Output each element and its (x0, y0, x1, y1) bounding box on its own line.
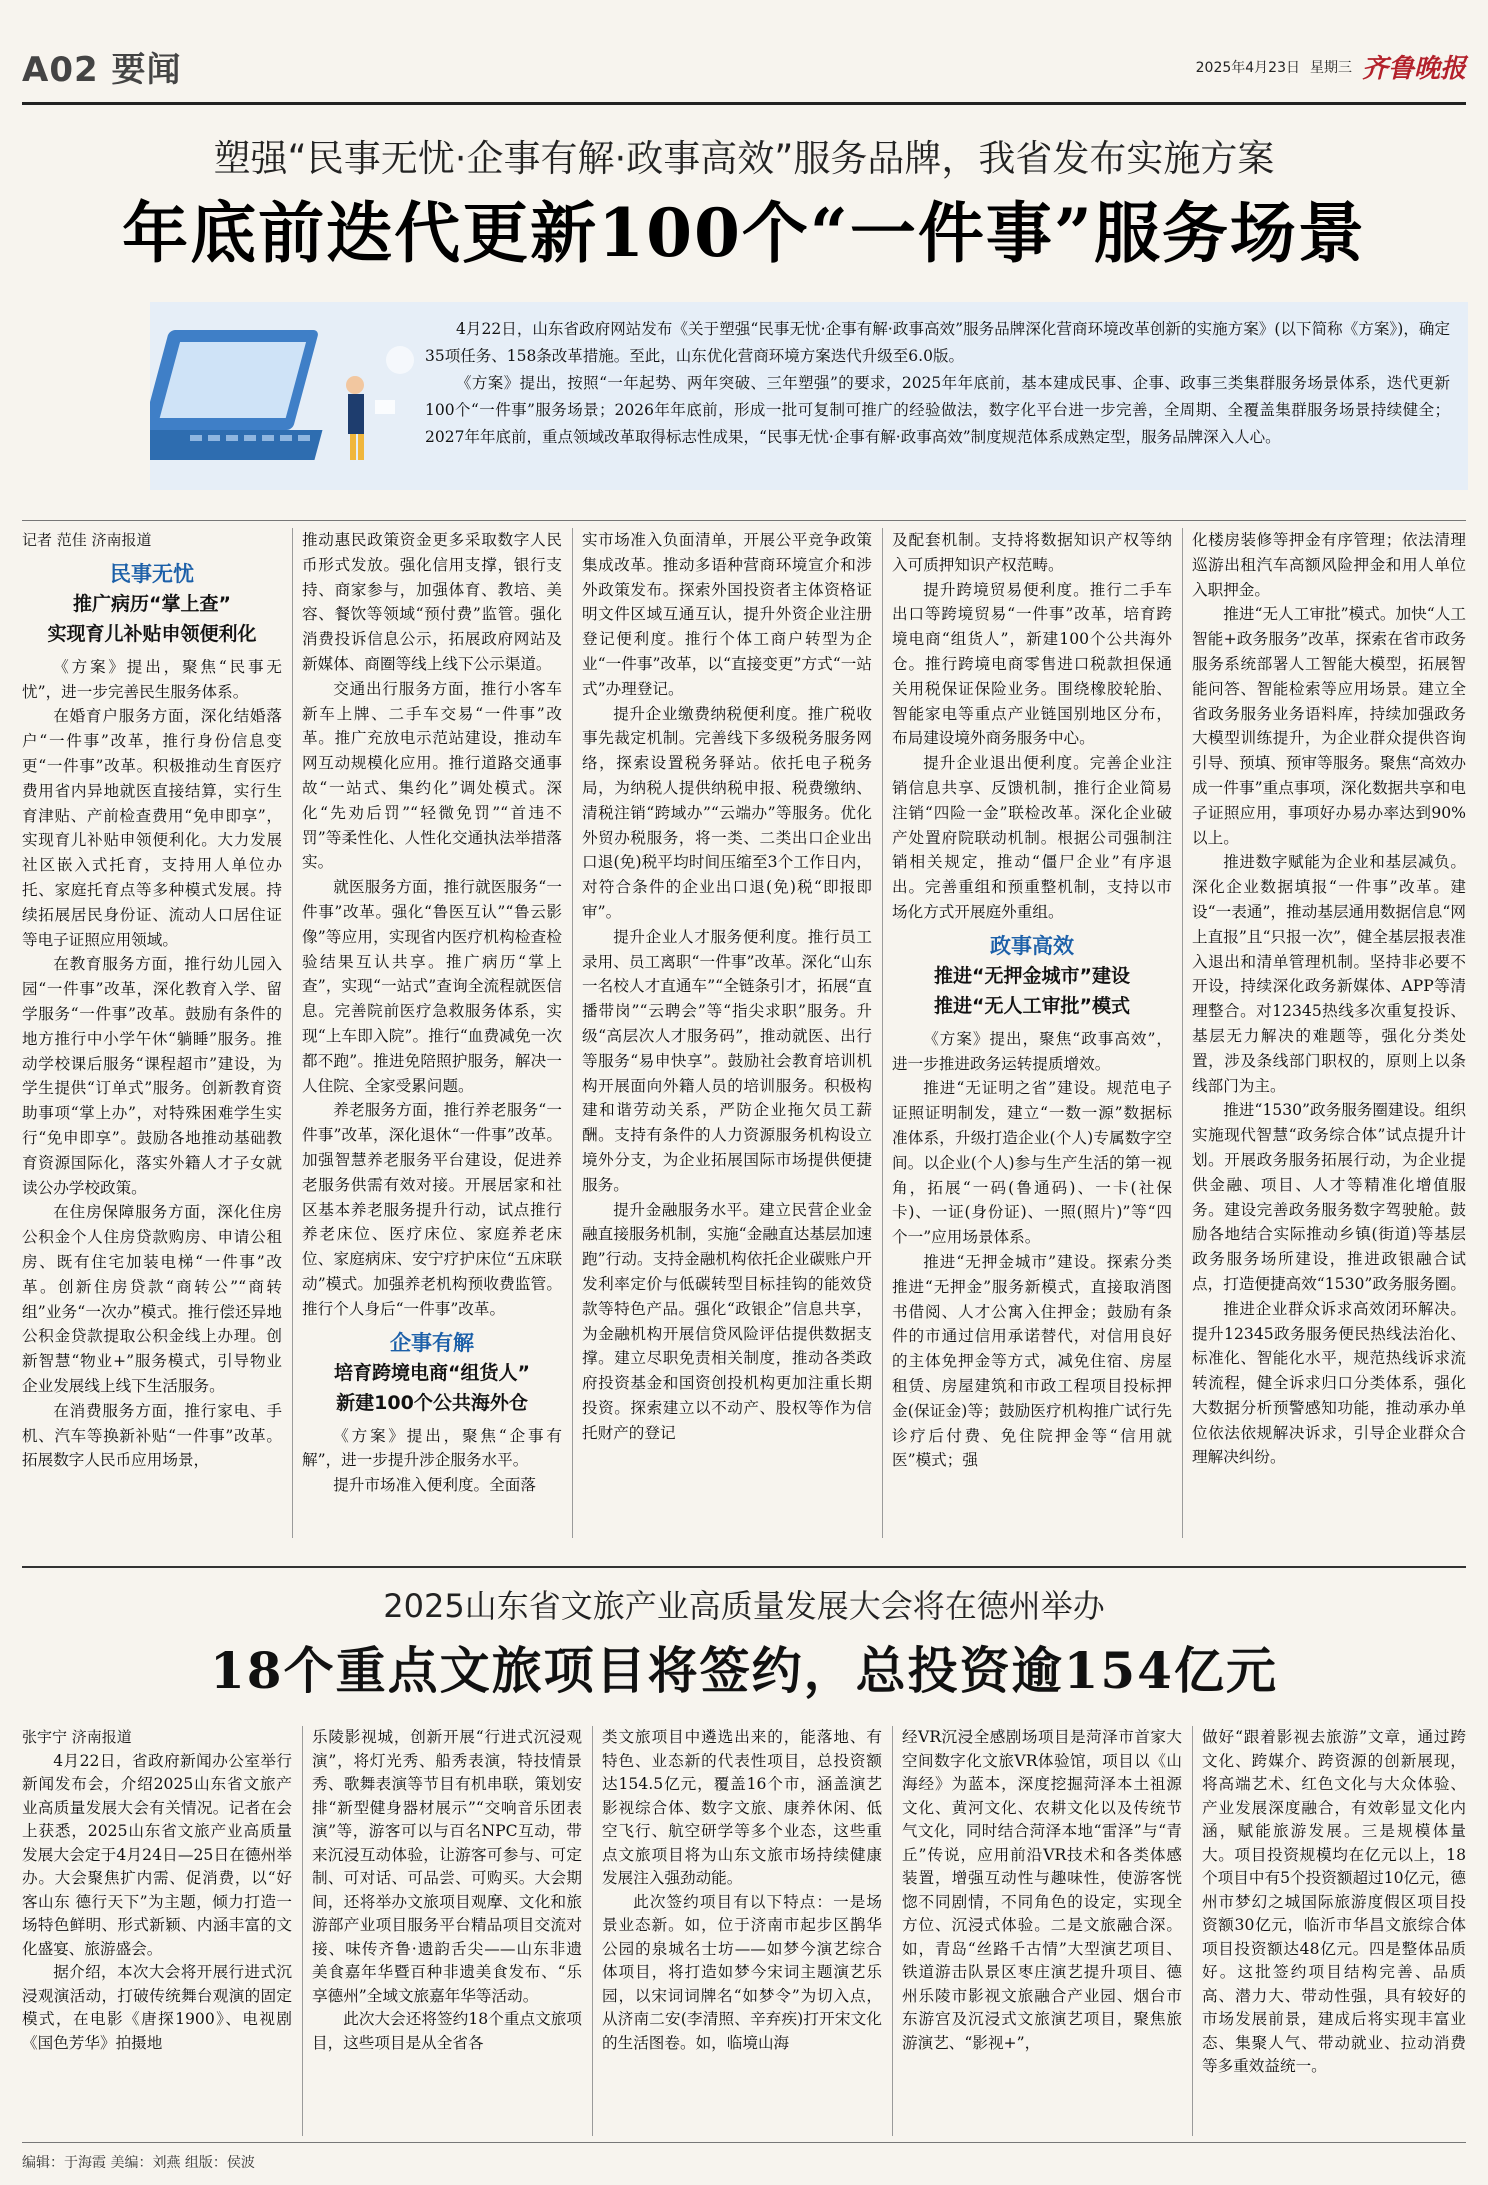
paragraph: 就医服务方面，推行就医服务“一件事”改革。强化“鲁医互认”“鲁云影像”等应用，实现省内医疗机构检查检验结果互认共享。推广病历“掌上查”，实现“一站式”查询全流程就医信息。完善院前医疗急救服务体系，实现“上车即入院”。推行“血费减免一次都不跑”。推进免陪照护服务，解决一人住院、全家受累问题。 (302, 878, 562, 1095)
section-kicker: 企事有解 (390, 1330, 474, 1355)
paragraph: 《方案》提出，聚焦“政事高效”，进一步推进政务运转提质增效。 (892, 1029, 1172, 1073)
article2-title: 18个重点文旅项目将签约，总投资逾154亿元 (210, 1641, 1278, 1700)
column-divider (1182, 528, 1183, 1538)
column-divider (892, 1726, 893, 2136)
paragraph: 在住房保障服务方面，深化住房公积金个人住房贷款购房、申请公租房、既有住宅加装电梯“一件事”改革。创新住房贷款“商转公”“商转组”业务“一次办”模式。推行偿还异地公积金贷款提取公积金线上办理。创新智慧“物业+”服务模式，引导物业企业发展线上线下生活服务。 (22, 1203, 282, 1395)
editor-credits: 编辑：于海霞 美编：刘燕 组版：侯波 (22, 2155, 255, 2171)
footer-rule (22, 2142, 1466, 2143)
section-heading (22, 559, 282, 649)
column-divider (592, 1726, 593, 2136)
article1-column-5 (1192, 528, 1466, 1470)
top-rule (22, 102, 1466, 105)
paragraph: 推进数字赋能为企业和基层减负。深化企业数据填报“一件事”改革。建设“一表通”，推动基层通用数据信息“网上直报”且“只报一次”，健全基层报表准入退出和清单管理机制。坚持非必要不开设，持续深化政务新媒体、APP等清理整合。对12345热线多次重复投诉、基层无力解决的难题等，强化分类处置，涉及条线部门职权的，原则上以条线部门为主。 (1192, 853, 1466, 1095)
byline: 记者 范佳 济南报道 (22, 531, 152, 549)
section-kicker: 民事无忧 (110, 561, 194, 586)
section-rule (22, 1566, 1466, 1568)
paragraph: 在消费服务方面，推行家电、手机、汽车等换新补贴“一件事”改革。拓展数字人民币应用场景， (22, 1401, 282, 1470)
paragraph: 推进“无人工审批”模式。加快“人工智能+政务服务”改革，探索在省市政务服务系统部署人工智能大模型，拓展智能问答、智能检索等应用场景。建立全省政务服务业务语料库，持续加强政务大模型训练提升，为企业群众提供咨询引导、预填、预审等服务。聚焦“高效办成一件事”重点事项，深化数据共享和电子证照应用，事项好办易办率达到90%以上。 (1192, 605, 1466, 847)
paragraph: 推进“1530”政务服务圈建设。组织实施现代智慧“政务综合体”试点提升计划。开展政务服务拓展行动，为企业提供金融、项目、人才等精准化增值服务。建设完善政务服务数字驾驶舱。鼓励各地结合实际推动乡镇(街道)等基层政务服务场所建设，推进政银融合试点，打造便捷高效“1530”政务服务圈。 (1192, 1101, 1466, 1293)
section-heading (892, 931, 1172, 1021)
paragraph: 及配套机制。支持将数据知识产权等纳入可质押知识产权范畴。 (892, 531, 1172, 574)
article2-column-4 (902, 1726, 1182, 2055)
article2-column-1 (22, 1726, 292, 2055)
masthead-info (1196, 48, 1466, 85)
paragraph: 做好“跟着影视去旅游”文章，通过跨文化、跨媒介、跨资源的创新展现，将高端艺术、红色文化与大众体验、产业发展深度融合，有效彰显文化内涵，赋能旅游发展。三是规模体量大。项目投资规模均在亿元以上，18个项目中有5个投资额超过10亿元，德州市梦幻之城国际旅游度假区项目投资额30亿元，临沂市华昌文旅综合体项目投资额达48亿元。四是整体品质好。这批签约项目结构完善、品质高、潜力大、带动性强，具有较好的市场发展前景，建成后将实现丰富业态、集聚人气、带动就业、拉动消费等多重效益统一。 (1202, 1728, 1466, 2075)
paragraph: 此次大会还将签约18个重点文旅项目，这些项目是从全省各 (312, 2010, 582, 2052)
section-title: 推进“无押金城市”建设 (934, 964, 1130, 987)
paragraph: 类文旅项目中遴选出来的，能落地、有特色、业态新的代表性项目，总投资额达154.5亿元，覆盖16个市，涵盖演艺影视综合体、数字文旅、康养休闲、低空飞行、航空研学等多个业态，这些重点文旅项目将为山东文旅市场持续健康发展注入强劲动能。 (602, 1728, 882, 1887)
paragraph: 养老服务方面，推行养老服务“一件事”改革，深化退休“一件事”改革。加强智慧养老服务平台建设，促进养老服务供需有效对接。开展居家和社区基本养老服务提升行动，试点推行养老床位、医疗床位、家庭养老床位、家庭病床、安宁疗护床位“五床联动”模式。加强养老机构预收费监管。推行个人身后“一件事”改革。 (302, 1101, 562, 1318)
article2-column-2 (312, 1726, 582, 2055)
paragraph: 交通出行服务方面，推行小客车新车上牌、二手车交易“一件事”改革。推广充放电示范站建设，推动车网互动规模化应用。推行道路交通事故“一站式、集约化”调处模式。深化“先劝后罚”“轻微免罚”“首违不罚”等柔性化、人性化交通执法举措落实。 (302, 679, 562, 872)
paragraph: 推进“无证明之省”建设。规范电子证照证明制发，建立“一数一源”数据标准体系，升级打造企业(个人)专属数字空间。以企业(个人)参与生产生活的第一视角，拓展“一码(鲁通码)、一卡(社保卡)、一证(身份证)、一照(照片)”等“四个一”应用场景体系。 (892, 1079, 1172, 1247)
paragraph: 提升金融服务水平。建立民营企业金融直接服务机制，实施“金融直达基层加速跑”行动。支持金融机构依托企业碳账户开发利率定价与低碳转型目标挂钩的能效贷款等特色产品。强化“政银企”信息共享，为金融机构开展信贷风险评估提供数据支撑。建立尽职免责相关制度，推动各类政府投资基金和国资创投机构更加注重长期投资。探索建立以不动产、股权等作为信托财产的登记 (582, 1200, 872, 1442)
column-divider (292, 528, 293, 1538)
article2-column-3 (602, 1726, 882, 2055)
paragraph: 实市场准入负面清单，开展公平竞争政策集成改革。推动多语种营商环境宣介和涉外政策发布。探索外国投资者主体资格证明文件区域互通互认，提升外资企业注册登记便利度。推行个体工商户转型为企业“一件事”改革，以“直接变更”方式“一站式”办理登记。 (582, 531, 872, 698)
section-title: 推进“无人工审批”模式 (934, 994, 1130, 1017)
paragraph: 乐陵影视城，创新开展“行进式沉浸观演”，将灯光秀、船秀表演，特技情景秀、歌舞表演等节目有机串联，策划安排“新型健身器材展示”“交响音乐团表演”等，游客可以与百名NPC互动，带来沉浸互动体验，让游客可参与、可定制、可对话、可品尝、可购买。大会期间，还将举办文旅项目观摩、文化和旅游部产业项目服务平台精品项目交流对接、味传齐鲁·遗韵舌尖——山东非遗美食嘉年华暨百种非遗美食发布、“乐享德州”全域文旅嘉年华等活动。 (312, 1728, 582, 2005)
article1-column-3 (582, 528, 872, 1445)
intro-paragraph: 《方案》提出，按照“一年起势、两年突破、三年塑强”的要求，2025年年底前，基本建成民事、企事、政事三类集群服务场景体系，迭代更新100个“一件事”服务场景；2026年年底前，形成一批可复制可推广的经验做法，数字化平台进一步完善，全周期、全覆盖集群服务场景持续健全；2027年年底前，重点领域改革取得标志性成果，“民事无忧·企事有解·政事高效”制度规范体系成熟定型，服务品牌深入人心。 (425, 374, 1450, 446)
newspaper-logo: 齐鲁晚报 (1361, 54, 1466, 84)
column-divider (1192, 1726, 1193, 2136)
paragraph: 提升企业人才服务便利度。推行员工录用、员工离职“一件事”改革。深化“山东一名校人才直通车”“全链条引才，拓展“直播带岗”“云聘会”等“指尖求职”服务。升级“高层次人才服务码”，推动就医、出行等服务“易申快享”。鼓励社会教育培训机构开展面向外籍人员的培训服务。积极构建和谐劳动关系，严防企业拖欠员工薪酬。支持有条件的人力资源服务机构设立境外分支，为企业拓展国际市场提供便捷服务。 (582, 927, 872, 1194)
section-heading (302, 1328, 562, 1418)
paragraph: 经VR沉浸全感剧场项目是菏泽市首家大空间数字化文旅VR体验馆，项目以《山海经》为蓝本，深度挖掘菏泽本土祖源文化、黄河文化、农耕文化以及传统节气文化，同时结合菏泽本地“雷泽”与“青丘”传说，应用前沿VR技术和各类体感装置，增强互动性与趣味性，使游客恍惚不同剧情，不同角色的设定，实现全方位、沉浸式体验。二是文旅融合深。如，青岛“丝路千古情”大型演艺项目、铁道游击队景区枣庄演艺提升项目、德州乐陵市影视文旅融合产业园、烟台市东游宫及沉浸式文旅演艺项目，聚焦旅游演艺、“影视+”， (902, 1728, 1182, 2052)
section-title: 推广病历“掌上查” (73, 592, 231, 615)
intro-text (425, 316, 1450, 451)
article1-column-4 (892, 528, 1172, 1473)
article1-subtitle: 塑强“民事无忧·企事有解·政事高效”服务品牌，我省发布实施方案 (213, 137, 1275, 180)
article1-column-2 (302, 528, 562, 1498)
article1-column-1 (22, 528, 282, 1473)
paragraph: 推进“无押金城市”建设。探索分类推进“无押金”服务新模式，直接取消图书借阅、人才公寓入住押金；鼓励有条件的市通过信用承诺替代，对信用良好的主体免押金等方式，减免住宿、房屋租赁、房屋建筑和市政工程项目投标押金(保证金)等；鼓励医疗机构推广试行先诊疗后付费、免住院押金等“信用就医”模式；强 (892, 1252, 1172, 1470)
section-title: 培育跨境电商“组货人” (334, 1361, 530, 1384)
paragraph: 提升跨境贸易便利度。推行二手车出口等跨境贸易“一件事”改革，培育跨境电商“组货人”，新建100个公共海外仓。推行跨境电商零售进口税款担保通关用税保证保险业务。围绕橡胶轮胎、智能家电等重点产业链国别地区分布，布局建设境外商务服务中心。 (892, 580, 1172, 748)
illustration-icon (150, 290, 450, 490)
paragraph: 在教育服务方面，推行幼儿园入园“一件事”改革，深化教育入学、留学服务“一件事”改革。鼓励有条件的地方推行中小学午休“躺睡”服务。推动学校课后服务“课程超市”建设，为学生提供“订单式”服务。创新教育资助事项“掌上办”，对特殊困难学生实行“免申即享”。鼓励各地推动基础教育资源国际化，落实外籍人才子女就读公办学校政策。 (22, 955, 282, 1197)
issue-weekday: 星期三 (1309, 59, 1352, 76)
column-divider (302, 1726, 303, 2136)
paragraph: 推动惠民政策资金更多采取数字人民币形式发放。强化信用支撑，银行支持、商家参与，加强体育、教培、美容、餐饮等领域“预付费”监管。强化消费投诉信息公示，拓展政府网站及新媒体、商圈等线上线下公示渠道。 (302, 531, 562, 673)
intro-paragraph: 4月22日，山东省政府网站发布《关于塑强“民事无忧·企事有解·政事高效”服务品牌深化营商环境改革创新的实施方案》(以下简称《方案》)，确定35项任务、158条改革措施。至此，山东优化营商环境方案迭代升级至6.0版。 (425, 320, 1450, 365)
divider (22, 520, 1466, 521)
paragraph: 在婚育户服务方面，深化结婚落户“一件事”改革，推行身份信息变更“一件事”改革。积极推动生育医疗费用省内异地就医直接结算，实行生育津贴、产前检查费用“免申即享”，实现育儿补贴申领便利化。大力发展社区嵌入式托育，支持用人单位办托、家庭托育点等多种模式发展。持续拓展居民身份证、流动人口居住证等电子证照应用领域。 (22, 707, 282, 949)
section-title: 新建100个公共海外仓 (336, 1391, 528, 1414)
paragraph: 推进企业群众诉求高效闭环解决。提升12345政务服务便民热线法治化、标准化、智能化水平，规范热线诉求流转流程，健全诉求归口分类体系，强化大数据分析预警感知功能，推动承办单位依法依规解决诉求，引导企业群众合理解决纠纷。 (1192, 1299, 1466, 1467)
paragraph: 据介绍，本次大会将开展行进式沉浸观演活动，打破传统舞台观演的固定模式，在电影《唐探1900》、电视剧《国色芳华》拍摄地 (22, 1963, 292, 2052)
issue-date: 2025年4月23日 (1195, 59, 1300, 76)
paragraph: 4月22日，省政府新闻办公室举行新闻发布会，介绍2025山东省文旅产业高质量发展大会有关情况。记者在会上获悉，2025山东省文旅产业高质量发展大会定于4月24日—25日在德州举办。大会聚焦扩内需、促消费，以“好客山东 德行天下”为主题，倾力打造一场特色鲜明、形式新颖、内涵丰富的文化盛宴、旅游盛会。 (22, 1751, 292, 1958)
paragraph: 《方案》提出，聚焦“民事无忧”，进一步完善民生服务体系。 (22, 657, 282, 701)
byline: 张宇宁 济南报道 (22, 1728, 132, 1746)
column-divider (572, 528, 573, 1538)
column-divider (882, 528, 883, 1538)
article2-column-5 (1202, 1726, 1466, 2079)
article1-title: 年底前迭代更新100个“一件事”服务场景 (122, 194, 1366, 272)
paragraph: 此次签约项目有以下特点：一是场景业态新。如，位于济南市起步区鹊华公园的泉城名士坊——如梦今演艺综合体项目，将打造如梦今宋词主题演艺乐园，以宋词词牌名“如梦令”为切入点，从济南二安(李清照、辛弃疾)打开宋文化的生活图卷。如，临境山海 (602, 1892, 882, 2052)
page-label: A02 要闻 (22, 50, 182, 90)
paragraph: 化楼房装修等押金有序管理；依法清理巡游出租汽车高额风险押金和用人单位入职押金。 (1192, 531, 1466, 599)
paragraph: 提升企业缴费纳税便利度。推广税收事先裁定机制。完善线下多级税务服务网络，探索设置税务驿站。依托电子税务局，为纳税人提供纳税申报、税费缴纳、清税注销“跨域办”“云端办”等服务。优化外贸办税服务，将一类、二类出口企业出口退(免)税平均时间压缩至3个工作日内，对符合条件的企业出口退(免)税“即报即审”。 (582, 704, 872, 921)
section-kicker: 政事高效 (990, 933, 1074, 958)
paragraph: 提升市场准入便利度。全面落 (333, 1476, 536, 1495)
section-title: 实现育儿补贴申领便利化 (47, 622, 257, 645)
paragraph: 《方案》提出，聚焦“企事有解”，进一步提升涉企服务水平。 (302, 1426, 562, 1470)
paragraph: 提升企业退出便利度。完善企业注销信息共享、反馈机制，推行企业简易注销“四险一金”联检改革。深化企业破产处置府院联动机制。根据公司强制注销相关规定，推动“僵尸企业”有序退出。完善重组和预重整机制，支持以市场化方式开展庭外重组。 (892, 754, 1172, 921)
article2-subtitle: 2025山东省文旅产业高质量发展大会将在德州举办 (383, 1587, 1105, 1625)
